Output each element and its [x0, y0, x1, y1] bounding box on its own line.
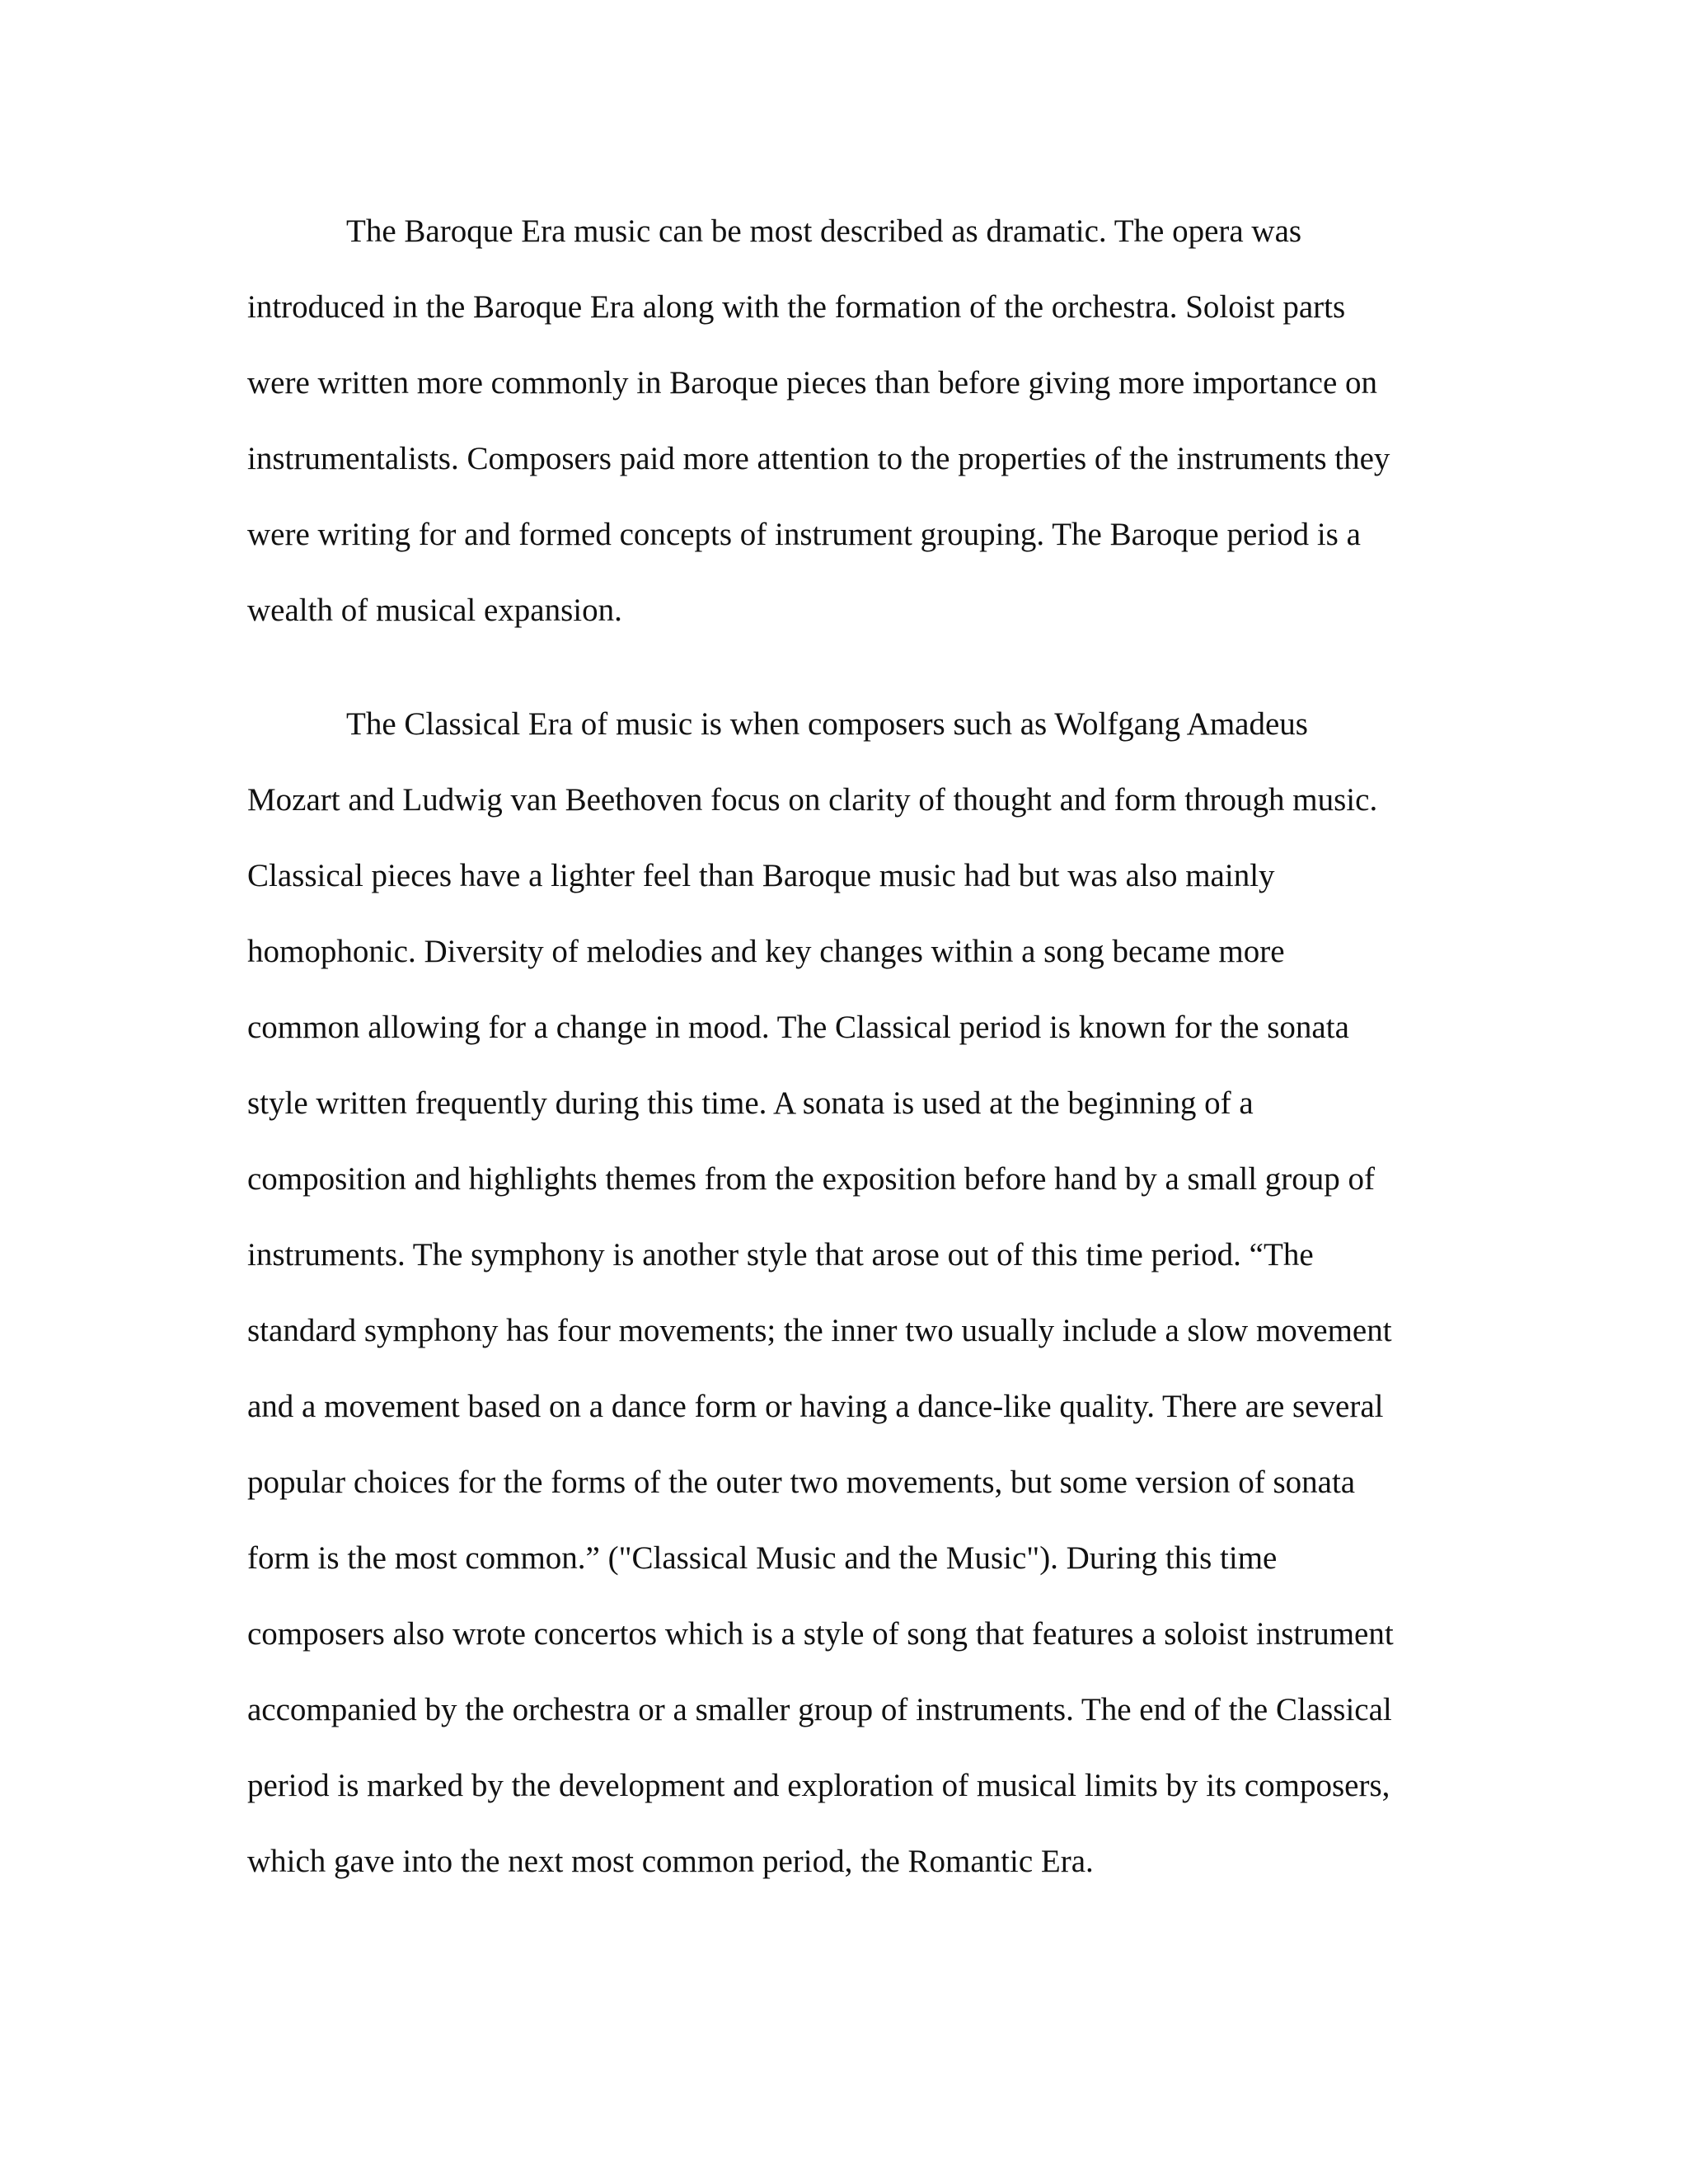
text-line: popular choices for the forms of the outer two movements, but some version of sonata [247, 1465, 1356, 1500]
text-line: instrumentalists. Composers paid more attention to the properties of the instruments they [247, 441, 1390, 476]
paragraph-classical [247, 687, 1434, 1900]
text-line: which gave into the next most common period, the Romantic Era. [247, 1844, 1094, 1879]
text-line: standard symphony has four movements; the inner two usually include a slow movement [247, 1313, 1392, 1348]
document-body [247, 194, 1434, 1900]
paragraph-baroque [247, 194, 1434, 649]
text-line: accompanied by the orchestra or a smaller group of instruments. The end of the Classical [247, 1692, 1392, 1727]
text-line: were writing for and formed concepts of instrument grouping. The Baroque period is a [247, 517, 1361, 552]
text-line: The Baroque Era music can be most described as dramatic. The opera was [346, 213, 1302, 249]
text-line: homophonic. Diversity of melodies and key changes within a song became more [247, 934, 1285, 969]
text-line: instruments. The symphony is another style that arose out of this time period. “The [247, 1237, 1314, 1272]
text-line: form is the most common.” ("Classical Music and the Music"). During this time [247, 1540, 1278, 1576]
text-line: composition and highlights themes from the exposition before hand by a small group of [247, 1161, 1376, 1197]
text-line: and a movement based on a dance form or having a dance-like quality. There are several [247, 1389, 1384, 1424]
text-line: The Classical Era of music is when composers such as Wolfgang Amadeus [346, 706, 1308, 742]
text-line: period is marked by the development and exploration of musical limits by its composers, [247, 1768, 1390, 1803]
text-line: composers also wrote concertos which is a style of song that features a soloist instrument [247, 1616, 1394, 1652]
text-line: style written frequently during this time. A sonata is used at the beginning of a [247, 1085, 1254, 1121]
text-line: introduced in the Baroque Era along with the formation of the orchestra. Soloist parts [247, 289, 1346, 325]
text-line: common allowing for a change in mood. The Classical period is known for the sonata [247, 1010, 1349, 1045]
text-line: were written more commonly in Baroque pieces than before giving more importance on [247, 365, 1378, 401]
text-line: wealth of musical expansion. [247, 593, 622, 628]
text-line: Classical pieces have a lighter feel than Baroque music had but was also mainly [247, 858, 1275, 893]
text-line: Mozart and Ludwig van Beethoven focus on clarity of thought and form through music. [247, 782, 1378, 818]
